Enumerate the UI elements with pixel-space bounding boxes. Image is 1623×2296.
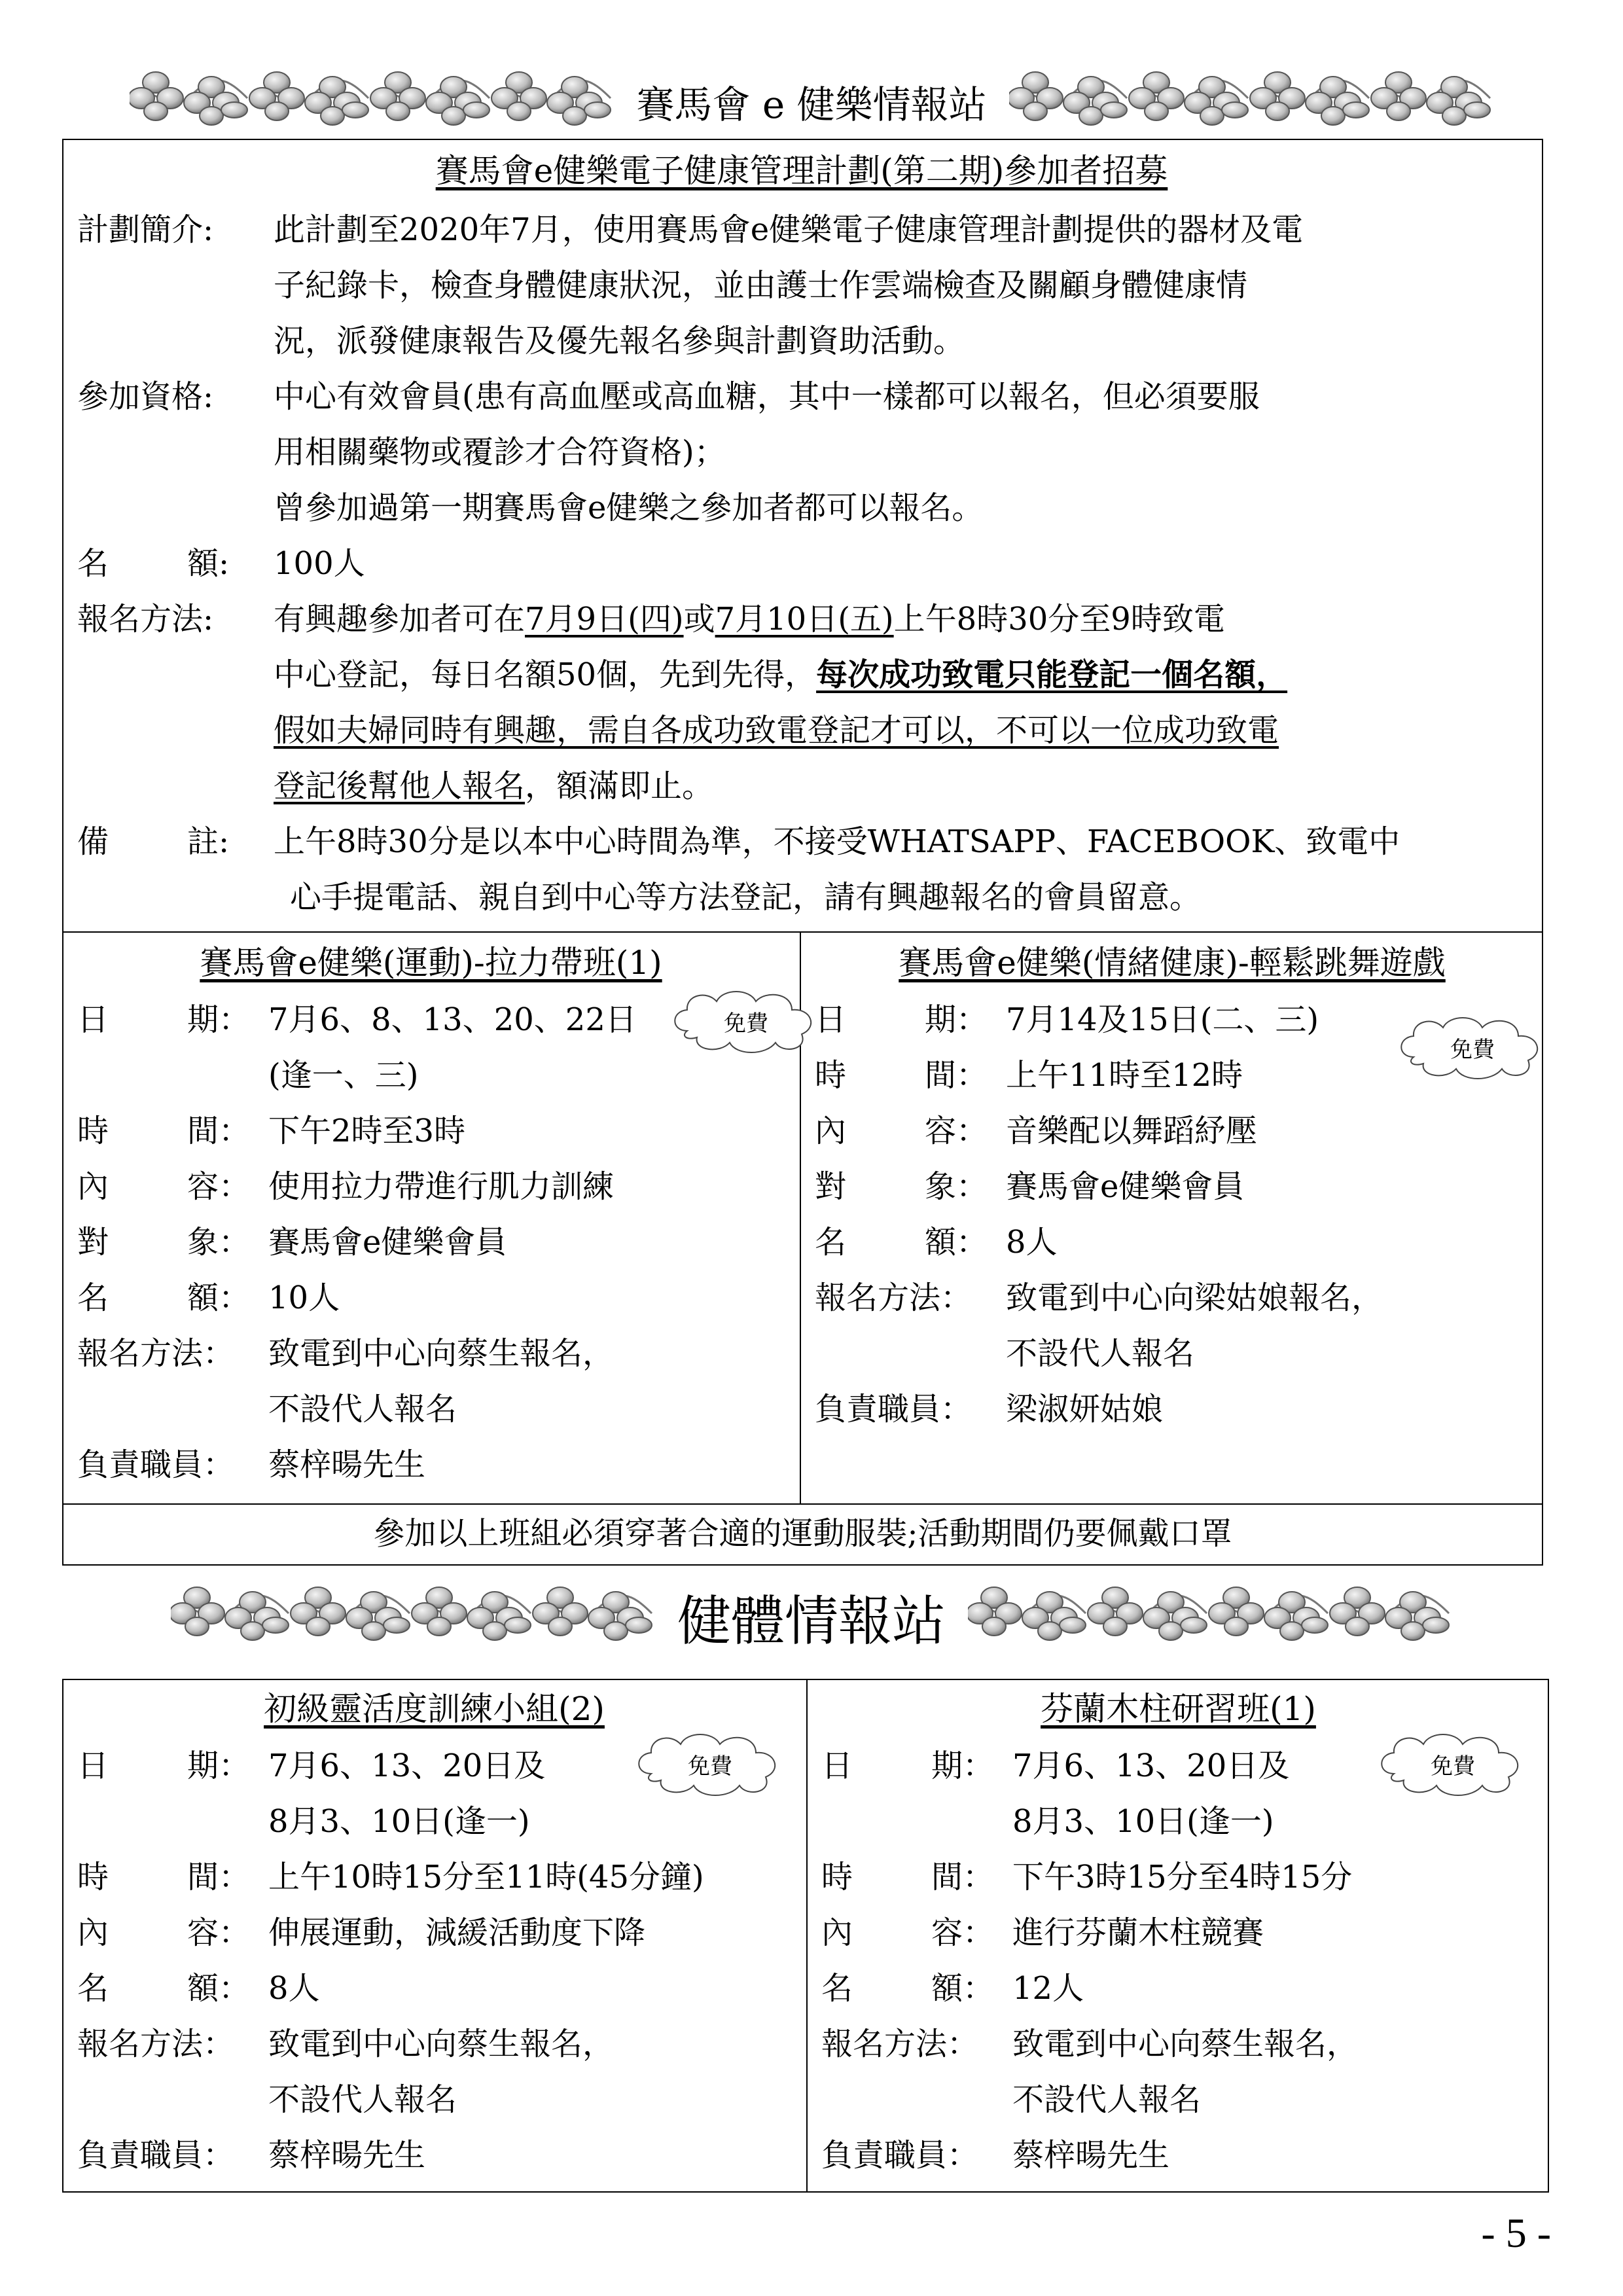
course-molkky-quota: 12人 <box>1012 1970 1084 2007</box>
signup-line-4: 登記後幫他人報名，額滿即止。 <box>274 768 714 804</box>
course-right-date: 7月14及15日(二、三) <box>1006 1001 1319 1038</box>
label-staff: 負責職員： <box>77 1446 235 1483</box>
course-left-content: 使用拉力帶進行肌力訓練 <box>268 1168 615 1205</box>
label-target: 對 象： <box>815 1168 988 1205</box>
course-left-quota: 10人 <box>268 1280 340 1316</box>
course-right-signup-1: 致電到中心向梁姑娘報名， <box>1006 1280 1383 1316</box>
eligibility-line-3: 曾參加過第一期賽馬會e健樂之參加者都可以報名。 <box>274 490 984 526</box>
header-banner <box>92 62 1531 141</box>
course-left-date-2: (逢一、三) <box>268 1057 419 1094</box>
free-badge: 免費 <box>668 985 825 1057</box>
free-badge: 免費 <box>632 1728 789 1800</box>
label-content: 內 容： <box>77 1914 251 1951</box>
label-staff: 負責職員： <box>815 1391 972 1427</box>
free-badge: 免費 <box>1374 1728 1531 1800</box>
clover-vine-left-icon <box>130 69 614 134</box>
course-molkky-date-1: 7月6、13、20日及 <box>1012 1748 1290 1784</box>
label-quota: 名 額： <box>77 1280 251 1316</box>
page-number: - 5 - <box>1481 2210 1551 2256</box>
course-molkky-signup-1: 致電到中心向蔡生報名， <box>1012 2026 1359 2062</box>
label-quota: 名 額： <box>77 1970 251 2007</box>
quota-value: 100人 <box>274 545 365 582</box>
label-date: 日 期： <box>815 1001 988 1038</box>
course-right-target: 賽馬會e健樂會員 <box>1006 1168 1245 1205</box>
course-left-time: 下午2時至3時 <box>268 1113 466 1149</box>
label-quota: 名 額： <box>821 1970 995 2007</box>
header-title: 賽馬會 e 健樂情報站 <box>636 82 987 127</box>
label-date: 日 期： <box>77 1748 251 1784</box>
label-signup: 報名方法： <box>815 1280 972 1316</box>
label-quota: 名 額： <box>815 1224 988 1261</box>
course-flex-quota: 8人 <box>268 1970 320 2007</box>
footnote: 參加以上班組必須穿著合適的運動服裝;活動期間仍要佩戴口罩 <box>373 1515 1232 1552</box>
intro-label: 計劃簡介: <box>77 211 214 248</box>
eligibility-line-2: 用相關藥物或覆診才合符資格)； <box>274 434 726 471</box>
course-right-time: 上午11時至12時 <box>1006 1057 1243 1094</box>
eligibility-label: 參加資格: <box>77 378 214 415</box>
intro-line-3: 況，派發健康報告及優先報名參與計劃資助活動。 <box>274 323 965 359</box>
label-time: 時 間： <box>77 1859 251 1895</box>
course-right-content: 音樂配以舞蹈紓壓 <box>1006 1113 1258 1149</box>
course-right-signup-2: 不設代人報名 <box>1006 1335 1195 1372</box>
label-time: 時 間： <box>821 1859 995 1895</box>
label-content: 內 容： <box>77 1168 251 1205</box>
label-signup: 報名方法： <box>77 2026 235 2062</box>
course-right-title: 賽馬會e健樂(情緒健康)-輕鬆跳舞遊戲 <box>899 944 1446 982</box>
course-molkky-signup-2: 不設代人報名 <box>1012 2081 1202 2118</box>
course-flex-content: 伸展運動，減緩活動度下降 <box>268 1914 646 1951</box>
section2-banner <box>92 1568 1531 1666</box>
course-flex-signup-1: 致電到中心向蔡生報名， <box>268 2026 615 2062</box>
label-date: 日 期： <box>821 1748 995 1784</box>
course-left-staff: 蔡梓暘先生 <box>268 1446 426 1483</box>
remark-label: 備 註: <box>77 823 230 860</box>
label-signup: 報名方法： <box>77 1335 235 1372</box>
intro-line-1: 此計劃至2020年7月，使用賽馬會e健樂電子健康管理計劃提供的器材及電 <box>274 211 1304 248</box>
section2-title: 健體情報站 <box>677 1590 946 1653</box>
remark-line-2: 心手提電話、親自到中心等方法登記，請有興趣報名的會員留意。 <box>290 879 1202 916</box>
label-date: 日 期： <box>77 1001 251 1038</box>
label-staff: 負責職員： <box>77 2137 235 2174</box>
eligibility-line-1: 中心有效會員(患有高血壓或高血糖，其中一樣都可以報名，但必須要服 <box>274 378 1260 415</box>
course-flex-signup-2: 不設代人報名 <box>268 2081 457 2118</box>
label-signup: 報名方法： <box>821 2026 979 2062</box>
course-molkky-time: 下午3時15分至4時15分 <box>1012 1859 1353 1895</box>
signup-line-1: 有興趣參加者可在7月9日(四)或7月10日(五)上午8時30分至9時致電 <box>274 601 1225 637</box>
label-time: 時 間： <box>77 1113 251 1149</box>
signup-label: 報名方法: <box>77 601 214 637</box>
course-right-quota: 8人 <box>1006 1224 1058 1261</box>
course-left-signup-2: 不設代人報名 <box>268 1391 457 1427</box>
course-left-signup-1: 致電到中心向蔡生報名， <box>268 1335 615 1372</box>
label-content: 內 容： <box>821 1914 995 1951</box>
label-content: 內 容： <box>815 1113 988 1149</box>
course-flex-staff: 蔡梓暘先生 <box>268 2137 426 2174</box>
label-staff: 負責職員： <box>821 2137 979 2174</box>
course-left-target: 賽馬會e健樂會員 <box>268 1224 507 1261</box>
clover-vine-right-icon <box>1009 69 1493 134</box>
course-flex-date-1: 7月6、13、20日及 <box>268 1748 546 1784</box>
signup-line-3: 假如夫婦同時有興趣，需自各成功致電登記才可以，不可以一位成功致電 <box>274 712 1279 749</box>
quota-label: 名 額: <box>77 545 230 582</box>
course-flex-date-2: 8月3、10日(逢一) <box>268 1803 530 1840</box>
course-molkky-content: 進行芬蘭木柱競賽 <box>1012 1914 1264 1951</box>
free-badge: 免費 <box>1394 1011 1551 1083</box>
course-flex-title: 初級靈活度訓練小組(2) <box>264 1690 605 1728</box>
course-right-staff: 梁淑妍姑娘 <box>1006 1391 1164 1427</box>
remark-line-1: 上午8時30分是以本中心時間為準，不接受WHATSAPP、FACEBOOK、致電中 <box>274 823 1400 860</box>
course-molkky-title: 芬蘭木柱研習班(1) <box>1041 1690 1316 1728</box>
label-target: 對 象： <box>77 1224 251 1261</box>
clover-vine-left-icon <box>171 1581 655 1653</box>
course-left-title: 賽馬會e健樂(運動)-拉力帶班(1) <box>200 944 662 982</box>
course-molkky-date-2: 8月3、10日(逢一) <box>1012 1803 1274 1840</box>
label-time: 時 間： <box>815 1057 988 1094</box>
intro-line-2: 子紀錄卡，檢查身體健康狀況，並由護士作雲端檢查及關顧身體健康情 <box>274 267 1248 304</box>
program-title: 賽馬會e健樂電子健康管理計劃(第二期)參加者招募 <box>435 152 1168 190</box>
course-left-date-1: 7月6、8、13、20、22日 <box>268 1001 637 1038</box>
signup-line-2: 中心登記，每日名額50個，先到先得，每次成功致電只能登記一個名額， <box>274 656 1288 693</box>
course-flex-time: 上午10時15分至11時(45分鐘) <box>268 1859 704 1895</box>
clover-vine-right-icon <box>968 1581 1452 1653</box>
course-molkky-staff: 蔡梓暘先生 <box>1012 2137 1170 2174</box>
